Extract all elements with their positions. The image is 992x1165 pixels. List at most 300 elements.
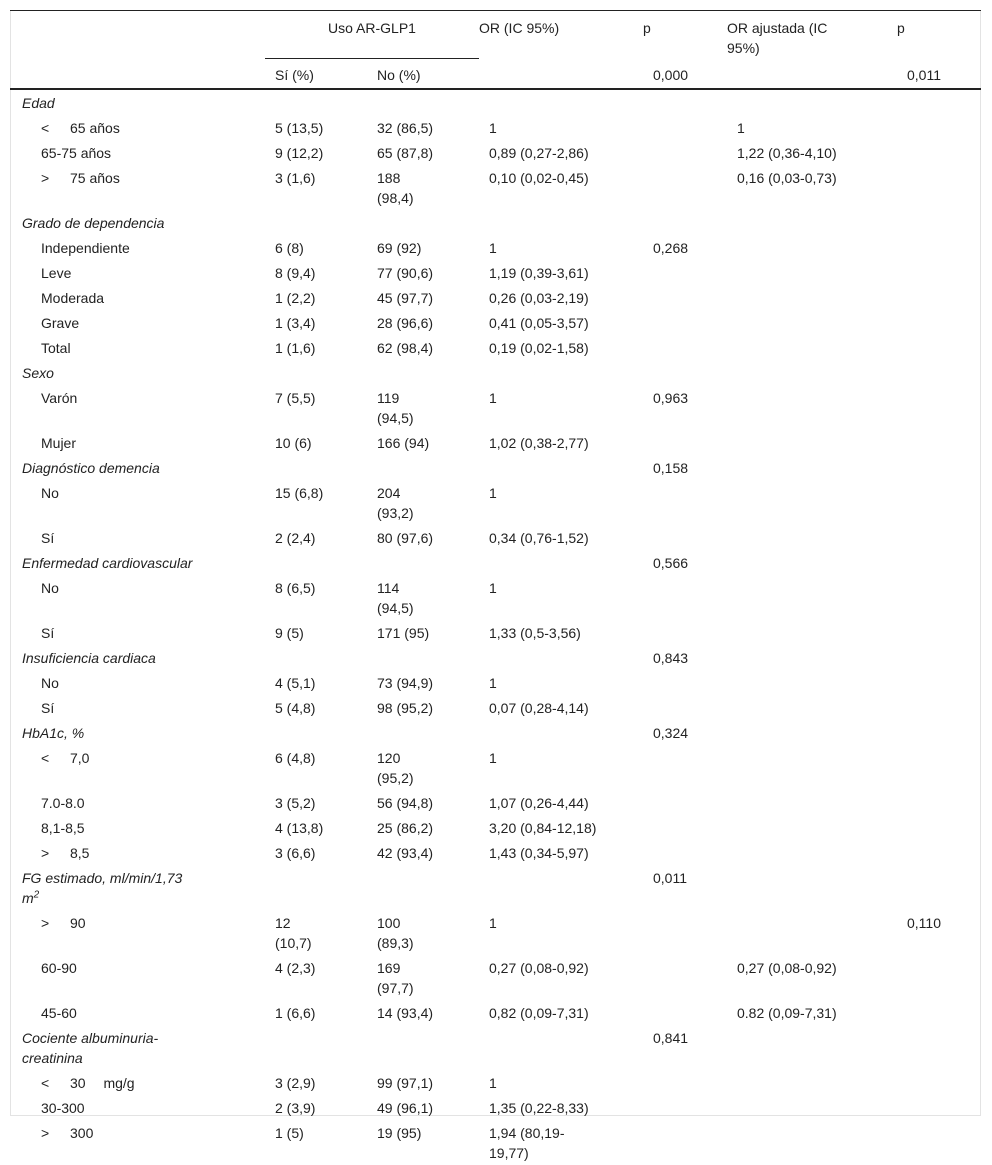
cell-or-ajustada [727, 865, 897, 910]
cell-no: 45 (97,7) [377, 290, 434, 306]
cell-or-ajustada: 0,16 (0,03-0,73) [737, 170, 837, 186]
cell-or-ajustada: 0.82 (0,09-7,31) [737, 1005, 837, 1021]
cell-p2 [897, 1120, 981, 1165]
cell-p [643, 695, 727, 720]
cell-si: 3 (2,9) [275, 1075, 316, 1091]
cell-p [643, 525, 727, 550]
cell-si: 5 (4,8) [275, 700, 316, 716]
cell-or-ajustada [727, 235, 897, 260]
cell-or-ajustada [727, 1095, 897, 1120]
cell-or-ajustada [727, 210, 897, 235]
table-row [10, 645, 981, 670]
cell-or-ajustada [727, 385, 897, 430]
cell-si: 3 (5,2) [275, 795, 316, 811]
table-row [10, 815, 981, 840]
cell-or [479, 865, 643, 910]
row-label [10, 840, 265, 865]
cell-si: 1 (3,4) [275, 315, 316, 331]
table-row [10, 430, 981, 455]
cell-or: 1 [489, 390, 497, 406]
cell-si: 15 (6,8) [275, 485, 324, 501]
cell-no: 56 (94,8) [377, 795, 434, 811]
table-row [10, 670, 981, 695]
cell-or-ajustada [727, 840, 897, 865]
cell-p [643, 260, 727, 285]
category-label: Enfermedad cardiovascular [22, 555, 193, 571]
cell-p: 0,324 [653, 725, 689, 741]
cell-or [479, 210, 643, 235]
cell-no: 99 (97,1) [377, 1075, 434, 1091]
category-label: Sexo [22, 365, 54, 381]
cell-p2 [897, 335, 981, 360]
table-row [10, 550, 981, 575]
cell-p2 [897, 620, 981, 645]
header-or-ajustada [727, 11, 897, 59]
cell-p2: 0,110 [907, 915, 941, 931]
cell-p2 [897, 720, 981, 745]
cell-no: 19 (95) [377, 1125, 422, 1141]
cell-no [367, 455, 479, 480]
header-or-ajustada-line1: OR ajustada (IC [727, 20, 828, 36]
row-label [10, 285, 265, 310]
table-body [10, 89, 981, 1165]
cell-p2 [897, 115, 981, 140]
cell-p [643, 89, 727, 115]
table-row [10, 235, 981, 260]
cell-or: 1,07 (0,26-4,44) [489, 795, 589, 811]
cell-si: 10 (6) [275, 435, 312, 451]
cell-p2 [897, 815, 981, 840]
cell-p2 [897, 310, 981, 335]
cell-si: 7 (5,5) [275, 390, 316, 406]
row-label [10, 385, 265, 430]
cell-si: 4 (13,8) [275, 820, 324, 836]
cell-si: 1 (5) [275, 1125, 304, 1141]
cell-p: 0,268 [653, 240, 689, 256]
category-label: HbA1c, % [22, 725, 85, 741]
row-label-text: 30 [70, 1075, 86, 1091]
cell-p [643, 840, 727, 865]
cell-si [265, 210, 367, 235]
cell-or: 1 [489, 1075, 497, 1091]
cell-or-ajustada [727, 620, 897, 645]
cell-no [367, 865, 479, 910]
cell-or-ajustada [727, 645, 897, 670]
header-p-label: p [643, 20, 651, 36]
cell-or: 1,19 (0,39-3,61) [489, 265, 589, 281]
header-empty [10, 11, 265, 59]
table-row [10, 865, 981, 910]
header-uso-ar-glp1 [265, 11, 479, 59]
cell-p2 [897, 1025, 981, 1070]
table-row [10, 285, 981, 310]
cell-no: 77 (90,6) [377, 265, 434, 281]
cell-or: 1,35 (0,22-8,33) [489, 1100, 589, 1116]
cell-or-ajustada [727, 790, 897, 815]
category-label: Insuficiencia cardiaca [22, 650, 156, 666]
table-row [10, 115, 981, 140]
header-p [643, 11, 727, 59]
cell-or-ajustada [727, 480, 897, 525]
table-row [10, 1070, 981, 1095]
cell-p2 [897, 165, 981, 210]
cell-or: 3,20 (0,84-12,18) [489, 820, 597, 836]
row-label [10, 260, 265, 285]
row-label-text: 60-90 [41, 960, 77, 976]
cell-or [479, 550, 643, 575]
cell-p2 [897, 645, 981, 670]
cell-or-ajustada [727, 310, 897, 335]
cell-or-ajustada [727, 455, 897, 480]
cell-or: 1,02 (0,38-2,77) [489, 435, 589, 451]
cell-no: 73 (94,9) [377, 675, 434, 691]
cell-si: 8 (6,5) [275, 580, 316, 596]
cell-p [643, 575, 727, 620]
cell-si: 4 (5,1) [275, 675, 316, 691]
row-label-text: Varón [41, 390, 78, 406]
row-label-text: No [41, 675, 59, 691]
table-row [10, 620, 981, 645]
cell-or-ajustada [727, 550, 897, 575]
row-label [10, 1095, 265, 1120]
cell-or-ajustada [727, 695, 897, 720]
comparison-symbol: < [41, 1075, 50, 1091]
category-unit-sup: 2 [33, 889, 40, 901]
row-label-text: 75 años [70, 170, 120, 186]
cell-or-ajustada [727, 525, 897, 550]
cell-or-ajustada [727, 430, 897, 455]
cell-p [643, 955, 727, 1000]
category-label: Diagnóstico demencia [22, 460, 160, 476]
cell-p: 0,158 [653, 460, 689, 476]
comparison-symbol: > [41, 845, 50, 861]
cell-or: 0,19 (0,02-1,58) [489, 340, 589, 356]
row-label [10, 235, 265, 260]
cell-no [367, 1025, 479, 1070]
category-label: Cociente albuminuria-creatinina [22, 1030, 159, 1066]
cell-or: 1 [489, 580, 497, 596]
results-table [10, 10, 981, 1165]
row-label-text: No [41, 580, 59, 596]
cell-p: 0,843 [653, 650, 689, 666]
cell-or: 1,94 (80,19-19,77) [489, 1125, 565, 1161]
cell-no: 69 (92) [377, 240, 422, 256]
cell-p2 [897, 89, 981, 115]
row-label-text: No [41, 485, 59, 501]
cell-or: 0,89 (0,27-2,86) [489, 145, 589, 161]
cell-or: 0,27 (0,08-0,92) [489, 960, 589, 976]
cell-si: 12 (10,7) [275, 915, 312, 951]
comparison-symbol: < [41, 120, 50, 136]
row-label-text: Sí [41, 700, 55, 716]
cell-si: 1 (6,6) [275, 1005, 316, 1021]
table-row [10, 140, 981, 165]
row-label-text: 7.0-8.0 [41, 795, 85, 811]
cell-p2 [897, 695, 981, 720]
comparison-symbol: > [41, 915, 50, 931]
cell-si [265, 1025, 367, 1070]
row-label [10, 575, 265, 620]
table-row [10, 720, 981, 745]
row-label-text: Moderada [41, 290, 105, 306]
header2-empty [10, 59, 265, 90]
cell-no: 14 (93,4) [377, 1005, 434, 1021]
cell-no: 25 (86,2) [377, 820, 434, 836]
cell-no: 166 (94) [377, 435, 430, 451]
header-p2-label: p [897, 20, 905, 36]
cell-p2 [897, 745, 981, 790]
row-label-text: 8,1-8,5 [41, 820, 85, 836]
cell-p [643, 430, 727, 455]
row-label [10, 430, 265, 455]
row-label-text: 300 [70, 1125, 94, 1141]
table-row [10, 840, 981, 865]
row-label [10, 955, 265, 1000]
cell-no: 120 (95,2) [377, 750, 414, 786]
cell-p2 [897, 670, 981, 695]
cell-p [643, 285, 727, 310]
row-label-text: Total [41, 340, 71, 356]
table-row [10, 955, 981, 1000]
cell-p [643, 210, 727, 235]
row-label [10, 790, 265, 815]
cell-p2 [897, 235, 981, 260]
row-label [10, 525, 265, 550]
comparison-symbol: > [41, 170, 50, 186]
cell-p: 0,963 [653, 390, 689, 406]
cell-p [643, 1000, 727, 1025]
table-row [10, 480, 981, 525]
row-label [10, 695, 265, 720]
row-label-text: Sí [41, 625, 55, 641]
cell-p [643, 620, 727, 645]
table-row [10, 575, 981, 620]
cell-or-ajustada [727, 360, 897, 385]
cell-no [367, 89, 479, 115]
cell-or [479, 645, 643, 670]
cell-p [643, 360, 727, 385]
cell-si: 3 (1,6) [275, 170, 316, 186]
cell-or [479, 360, 643, 385]
cell-p2 [897, 210, 981, 235]
cell-no [367, 360, 479, 385]
comparison-symbol: > [41, 1125, 50, 1141]
cell-p [643, 115, 727, 140]
cell-no: 171 (95) [377, 625, 430, 641]
row-label [10, 1000, 265, 1025]
cell-p2 [897, 360, 981, 385]
row-label [10, 910, 265, 955]
cell-or: 0,34 (0,76-1,52) [489, 530, 589, 546]
cell-p2 [897, 955, 981, 1000]
table-row [10, 455, 981, 480]
header-or [479, 11, 643, 59]
cell-p [643, 1120, 727, 1165]
row-label-text: Mujer [41, 435, 77, 451]
cell-or-ajustada [727, 910, 897, 955]
cell-si: 8 (9,4) [275, 265, 316, 281]
cell-p2 [897, 385, 981, 430]
cell-or [479, 89, 643, 115]
cell-p [643, 1095, 727, 1120]
cell-or: 0,10 (0,02-0,45) [489, 170, 589, 186]
table-row [10, 525, 981, 550]
cell-si: 4 (2,3) [275, 960, 316, 976]
cell-p [643, 480, 727, 525]
cell-p [643, 1070, 727, 1095]
row-label [10, 745, 265, 790]
cell-si: 6 (8) [275, 240, 304, 256]
header-or-label: OR (IC 95%) [479, 20, 560, 36]
cell-or-ajustada [727, 670, 897, 695]
cell-p [643, 140, 727, 165]
cell-or [479, 455, 643, 480]
cell-si: 9 (12,2) [275, 145, 324, 161]
cell-si: 5 (13,5) [275, 120, 324, 136]
table-row [10, 335, 981, 360]
cell-no: 49 (96,1) [377, 1100, 434, 1116]
table-row [10, 910, 981, 955]
cell-si: 1 (1,6) [275, 340, 316, 356]
cell-no: 28 (96,6) [377, 315, 434, 331]
cell-no: 119 (94,5) [377, 390, 414, 426]
table-row [10, 360, 981, 385]
cell-no [367, 645, 479, 670]
row-label [10, 335, 265, 360]
cell-p2 [897, 455, 981, 480]
cell-si: 3 (6,6) [275, 845, 316, 861]
cell-p: 0,841 [653, 1030, 689, 1046]
header-uso-label: Uso AR-GLP1 [328, 20, 416, 36]
row-label-text: Leve [41, 265, 72, 281]
cell-no [367, 210, 479, 235]
cell-p [643, 790, 727, 815]
header-si: Sí (%) [265, 59, 367, 90]
cell-si: 2 (2,4) [275, 530, 316, 546]
cell-no: 188 (98,4) [377, 170, 414, 206]
cell-si: 9 (5) [275, 625, 304, 641]
cell-or-ajustada [727, 720, 897, 745]
cell-no: 80 (97,6) [377, 530, 434, 546]
header-p2 [897, 11, 981, 59]
cell-si [265, 865, 367, 910]
cell-no: 100 (89,3) [377, 915, 414, 951]
cell-or-ajustada: 1 [737, 120, 745, 136]
cell-p [643, 815, 727, 840]
header-row-1 [10, 11, 981, 59]
cell-no: 42 (93,4) [377, 845, 434, 861]
cell-si: 1 (2,2) [275, 290, 316, 306]
cell-p2 [897, 1095, 981, 1120]
cell-p2 [897, 480, 981, 525]
cell-or [479, 720, 643, 745]
cell-p2 [897, 430, 981, 455]
header2-empty-oraj [727, 59, 897, 90]
cell-or-ajustada [727, 815, 897, 840]
category-label: Grado de dependencia [22, 215, 165, 231]
row-label [10, 1120, 265, 1165]
row-label [10, 165, 265, 210]
row-label-text: Independiente [41, 240, 130, 256]
cell-no: 169 (97,7) [377, 960, 414, 996]
cell-p: 0,566 [653, 555, 689, 571]
cell-no: 204 (93,2) [377, 485, 414, 521]
row-label [10, 310, 265, 335]
table-row [10, 695, 981, 720]
cell-p2 [897, 1070, 981, 1095]
cell-or-ajustada [727, 285, 897, 310]
header-no: No (%) [367, 59, 479, 90]
cell-p2 [897, 1000, 981, 1025]
cell-no: 65 (87,8) [377, 145, 434, 161]
header-or-ajustada-line2: 95%) [727, 40, 760, 56]
cell-p2 [897, 575, 981, 620]
cell-or-ajustada [727, 260, 897, 285]
cell-p [643, 310, 727, 335]
row-unit: mg/g [103, 1075, 135, 1091]
cell-or-ajustada [727, 1070, 897, 1095]
cell-p [643, 910, 727, 955]
table-row [10, 260, 981, 285]
cell-or: 0,07 (0,28-4,14) [489, 700, 589, 716]
row-label [10, 620, 265, 645]
cell-or-ajustada [727, 89, 897, 115]
table-row [10, 89, 981, 115]
cell-p [643, 335, 727, 360]
cell-or: 0,26 (0,03-2,19) [489, 290, 589, 306]
row-label-text: 65 años [70, 120, 120, 136]
cell-or-ajustada: 1,22 (0,36-4,10) [737, 145, 837, 161]
cell-no: 98 (95,2) [377, 700, 434, 716]
category-label [10, 865, 265, 910]
cell-p2 [897, 865, 981, 910]
cell-or: 1 [489, 240, 497, 256]
table-row [10, 745, 981, 790]
table-row [10, 1000, 981, 1025]
cell-or: 0,41 (0,05-3,57) [489, 315, 589, 331]
cell-p2 [897, 550, 981, 575]
header-row-2 [10, 59, 981, 90]
cell-or: 1 [489, 750, 497, 766]
comparison-symbol: < [41, 750, 50, 766]
cell-or-ajustada: 0,27 (0,08-0,92) [737, 960, 837, 976]
cell-si [265, 720, 367, 745]
row-label [10, 815, 265, 840]
cell-or: 1,43 (0,34-5,97) [489, 845, 589, 861]
cell-p2 [897, 840, 981, 865]
table-row [10, 210, 981, 235]
table-row [10, 310, 981, 335]
cell-or: 1 [489, 915, 497, 931]
cell-p2 [897, 140, 981, 165]
row-label-text: 30-300 [41, 1100, 85, 1116]
cell-si [265, 360, 367, 385]
row-label-text: Grave [41, 315, 80, 331]
row-label-text: 90 [70, 915, 86, 931]
cell-p2 [897, 260, 981, 285]
cell-si: 6 (4,8) [275, 750, 316, 766]
cell-or-ajustada [727, 575, 897, 620]
cell-or: 1 [489, 120, 497, 136]
cell-p [643, 165, 727, 210]
cell-or-ajustada [727, 1025, 897, 1070]
category-label: Edad [22, 95, 55, 111]
cell-p [643, 745, 727, 790]
cell-p2 [897, 525, 981, 550]
cell-no: 62 (98,4) [377, 340, 434, 356]
cell-p: 0,011 [653, 870, 687, 886]
cell-si [265, 645, 367, 670]
